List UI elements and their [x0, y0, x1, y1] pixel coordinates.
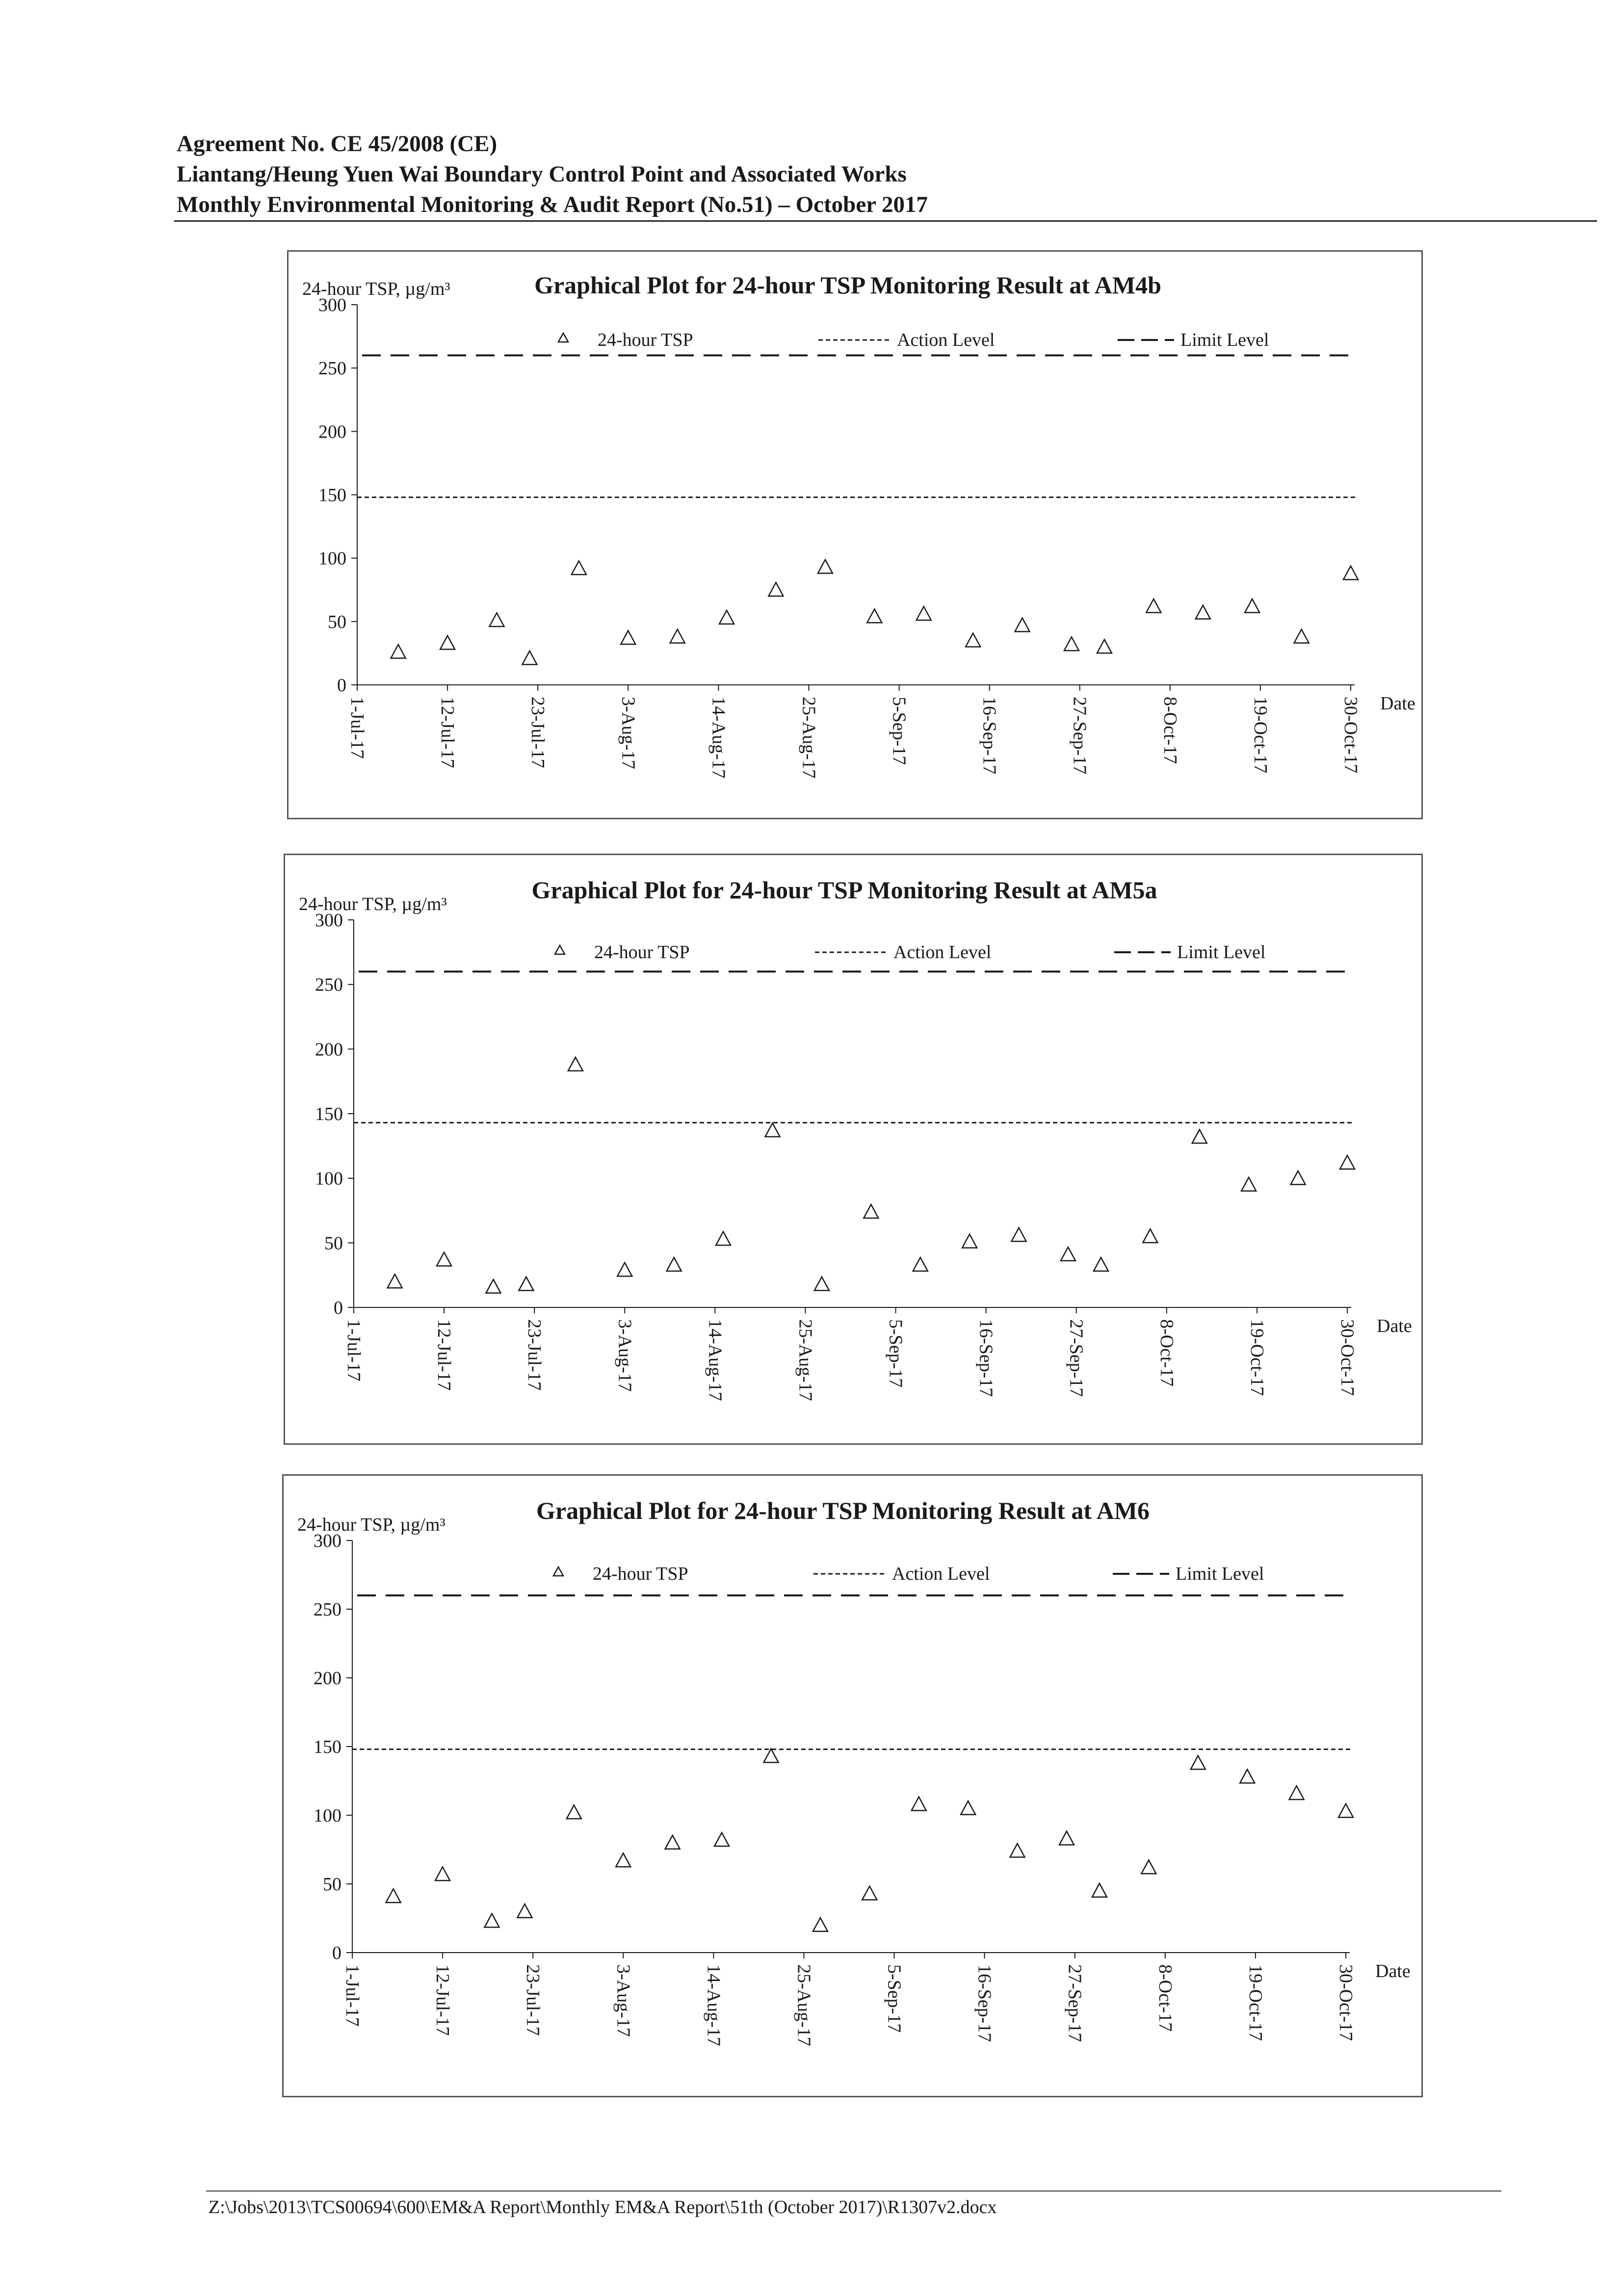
x-tick-label: 8-Oct-17: [1159, 697, 1180, 764]
data-point: [1240, 1770, 1255, 1783]
data-point: [665, 1835, 680, 1849]
data-point: [1289, 1786, 1304, 1800]
data-point: [667, 1257, 681, 1271]
data-point: [490, 613, 504, 626]
data-point: [1061, 1247, 1075, 1261]
x-tick-label: 12-Jul-17: [437, 697, 458, 768]
header-divider: [174, 220, 1597, 222]
x-tick-label: 30-Oct-17: [1337, 1319, 1358, 1396]
x-tick-label: 5-Sep-17: [889, 697, 910, 765]
y-tick-label: 250: [318, 358, 346, 379]
legend-label-action: Action Level: [893, 942, 992, 963]
y-tick-label: 150: [314, 1737, 341, 1757]
y-tick-label: 300: [315, 910, 343, 931]
data-point: [616, 1853, 630, 1867]
y-tick-label: 0: [334, 1298, 343, 1318]
x-tick-label: 25-Aug-17: [798, 697, 819, 779]
data-point: [1241, 1177, 1256, 1191]
data-point: [1245, 599, 1259, 613]
x-tick-label: 19-Oct-17: [1250, 697, 1271, 774]
data-point: [716, 1231, 731, 1245]
x-tick-label: 25-Aug-17: [793, 1964, 814, 2046]
legend-label-action: Action Level: [897, 330, 995, 350]
data-point: [621, 630, 635, 644]
y-tick-label: 100: [318, 548, 346, 569]
chart-am6: [282, 1474, 1423, 2097]
data-point: [913, 1257, 928, 1271]
data-point: [567, 1805, 581, 1819]
data-point: [386, 1889, 401, 1903]
x-tick-label: 16-Sep-17: [974, 1964, 995, 2042]
data-point: [1010, 1844, 1025, 1857]
x-tick-label: 12-Jul-17: [434, 1319, 455, 1391]
y-tick-label: 300: [318, 295, 346, 315]
data-point: [1092, 1883, 1107, 1897]
y-tick-label: 150: [318, 485, 346, 506]
x-tick-label: 14-Aug-17: [703, 1964, 724, 2046]
data-point: [1012, 1228, 1026, 1242]
y-tick-label: 100: [314, 1805, 341, 1826]
data-point: [862, 1886, 877, 1900]
x-tick-label: 3-Aug-17: [614, 1319, 635, 1392]
y-tick-label: 200: [315, 1039, 343, 1060]
data-point: [1343, 566, 1358, 580]
x-axis-label: Date: [1377, 1316, 1412, 1336]
data-point: [714, 1832, 729, 1846]
data-point: [572, 561, 586, 574]
x-tick-label: 14-Aug-17: [708, 697, 729, 779]
data-point: [517, 1904, 532, 1918]
legend-label-limit: Limit Level: [1177, 942, 1266, 963]
legend-label-limit: Limit Level: [1180, 330, 1269, 350]
data-point: [391, 645, 406, 658]
chart-title: Graphical Plot for 24-hour TSP Monitoring Result at AM4b: [534, 271, 1161, 299]
data-point: [388, 1274, 402, 1288]
data-point: [1146, 599, 1161, 613]
data-point: [769, 582, 784, 596]
y-axis-label: 24-hour TSP, µg/m³: [302, 279, 450, 299]
data-point: [813, 1918, 828, 1931]
data-point: [486, 1279, 501, 1293]
x-tick-label: 16-Sep-17: [975, 1319, 996, 1397]
chart-am4b: [287, 250, 1423, 819]
data-point: [917, 606, 931, 620]
x-tick-label: 5-Sep-17: [884, 1964, 905, 2033]
data-point: [867, 609, 882, 623]
chart-am5a-svg: [285, 855, 1424, 1446]
x-tick-label: 14-Aug-17: [705, 1319, 726, 1401]
footer-divider: [206, 2191, 1501, 2192]
data-point: [1097, 640, 1112, 653]
legend-marker-tsp: [558, 333, 568, 342]
data-point: [1143, 1229, 1157, 1243]
y-tick-label: 0: [337, 675, 346, 696]
legend-label-limit: Limit Level: [1176, 1564, 1264, 1584]
data-point: [765, 1123, 780, 1137]
x-tick-label: 8-Oct-17: [1156, 1319, 1177, 1387]
data-point: [764, 1749, 779, 1763]
legend-label-tsp: 24-hour TSP: [594, 942, 690, 963]
data-point: [1015, 618, 1030, 632]
x-tick-label: 3-Aug-17: [613, 1964, 634, 2037]
y-tick-label: 250: [314, 1599, 341, 1620]
y-axis-label: 24-hour TSP, µg/m³: [297, 1514, 445, 1535]
x-tick-label: 19-Oct-17: [1246, 1319, 1267, 1396]
y-axis-label: 24-hour TSP, µg/m³: [299, 894, 447, 914]
data-point: [435, 1867, 450, 1880]
legend-marker-tsp: [553, 1567, 563, 1576]
y-tick-label: 0: [332, 1943, 341, 1963]
data-point: [719, 610, 734, 624]
data-point: [961, 1801, 975, 1815]
data-point: [519, 1277, 533, 1291]
legend-label-action: Action Level: [892, 1564, 990, 1584]
data-point: [440, 636, 455, 650]
chart-am5a: [284, 854, 1423, 1445]
y-tick-label: 100: [315, 1168, 343, 1189]
data-point: [1340, 1155, 1355, 1169]
legend-label-tsp: 24-hour TSP: [593, 1564, 688, 1584]
y-tick-label: 200: [318, 421, 346, 443]
data-point: [1196, 605, 1210, 619]
data-point: [568, 1057, 583, 1071]
x-tick-label: 25-Aug-17: [795, 1319, 816, 1401]
report-title-line: Monthly Environmental Monitoring & Audit Report (No.51) – October 2017: [177, 192, 928, 217]
data-point: [912, 1797, 926, 1811]
x-tick-label: 8-Oct-17: [1154, 1964, 1176, 2032]
data-point: [962, 1234, 977, 1248]
data-point: [818, 560, 833, 574]
data-point: [1192, 1129, 1207, 1143]
chart-am4b-svg: [288, 252, 1424, 821]
x-tick-label: 5-Sep-17: [885, 1319, 906, 1388]
data-point: [437, 1252, 451, 1266]
chart-title: Graphical Plot for 24-hour TSP Monitoring Result at AM5a: [531, 876, 1157, 904]
data-point: [864, 1204, 878, 1218]
x-tick-label: 23-Jul-17: [523, 1964, 544, 2036]
x-tick-label: 19-Oct-17: [1245, 1964, 1266, 2041]
x-tick-label: 16-Sep-17: [979, 697, 1000, 775]
y-tick-label: 50: [328, 611, 346, 632]
x-axis-label: Date: [1380, 693, 1415, 714]
data-point: [1141, 1860, 1156, 1874]
data-point: [1094, 1257, 1108, 1271]
y-tick-label: 300: [314, 1531, 341, 1551]
project-line: Liantang/Heung Yuen Wai Boundary Control Point and Associated Works: [177, 161, 907, 187]
y-tick-label: 200: [314, 1668, 341, 1689]
x-tick-label: 27-Sep-17: [1069, 697, 1090, 775]
data-point: [670, 629, 685, 643]
x-tick-label: 27-Sep-17: [1066, 1319, 1087, 1397]
data-point: [522, 651, 537, 665]
x-tick-label: 12-Jul-17: [432, 1964, 453, 2036]
y-tick-label: 50: [323, 1874, 341, 1895]
y-tick-label: 250: [315, 974, 343, 995]
data-point: [1064, 637, 1079, 651]
data-point: [1294, 629, 1309, 643]
x-tick-label: 1-Jul-17: [343, 1319, 364, 1382]
report-header: [177, 129, 1590, 220]
data-point: [617, 1263, 632, 1277]
chart-am6-svg: [284, 1476, 1424, 2099]
y-tick-label: 150: [315, 1104, 343, 1124]
x-tick-label: 1-Jul-17: [347, 697, 367, 759]
x-axis-label: Date: [1375, 1961, 1411, 1982]
x-tick-label: 1-Jul-17: [342, 1964, 363, 2027]
data-point: [485, 1914, 499, 1928]
agreement-line: Agreement No. CE 45/2008 (CE): [177, 131, 498, 157]
y-tick-label: 50: [324, 1233, 343, 1254]
chart-title: Graphical Plot for 24-hour TSP Monitoring Result at AM6: [536, 1497, 1150, 1524]
data-point: [814, 1277, 829, 1291]
legend-marker-tsp: [555, 945, 565, 954]
x-tick-label: 3-Aug-17: [618, 697, 639, 769]
x-tick-label: 23-Jul-17: [524, 1319, 545, 1391]
data-point: [1291, 1171, 1306, 1185]
file-path: Z:\Jobs\2013\TCS00694\600\EM&A Report\Monthly EM&A Report\51th (October 2017)\R1307v2.docx: [209, 2197, 997, 2218]
legend-label-tsp: 24-hour TSP: [598, 330, 693, 350]
x-tick-label: 30-Oct-17: [1340, 697, 1361, 774]
x-tick-label: 30-Oct-17: [1336, 1964, 1356, 2041]
data-point: [1338, 1804, 1353, 1818]
data-point: [1059, 1831, 1074, 1845]
x-tick-label: 23-Jul-17: [527, 697, 549, 768]
data-point: [966, 633, 980, 647]
data-point: [1191, 1756, 1205, 1770]
x-tick-label: 27-Sep-17: [1064, 1964, 1085, 2042]
